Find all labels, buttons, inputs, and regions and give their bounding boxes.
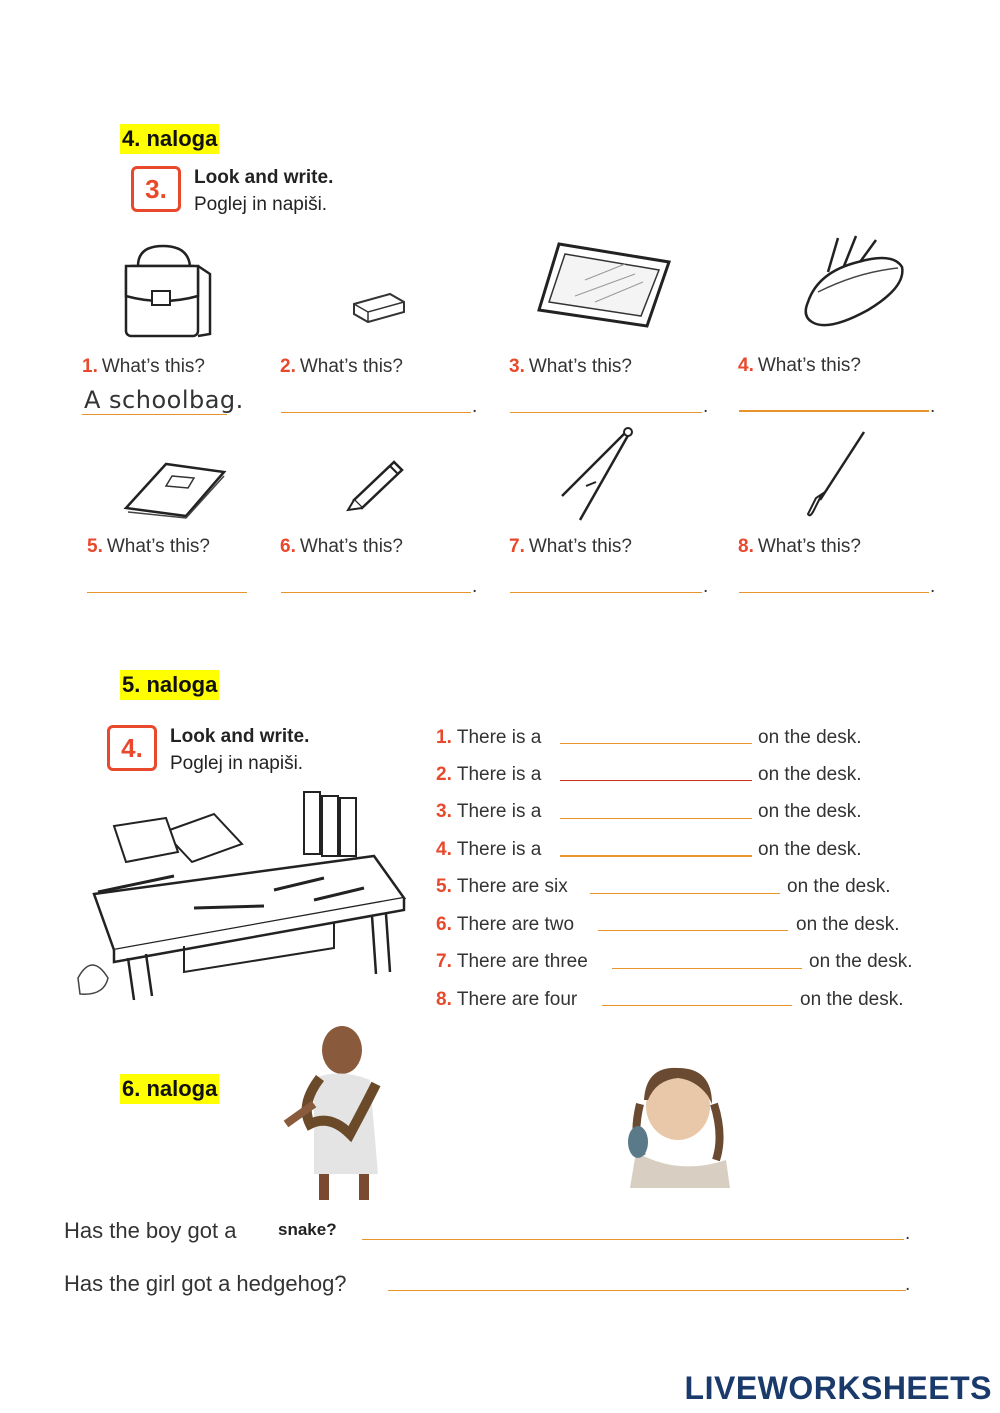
task4-number-box: 3. <box>131 166 181 212</box>
task6-question-1-word: snake? <box>278 1220 337 1239</box>
task5-sentence-6: 6. There are two <box>436 914 575 935</box>
task4-answer-line-8[interactable] <box>739 592 929 593</box>
task5-number-box: 4. <box>107 725 157 771</box>
task5-sentence-5-end: on the desk. <box>787 876 891 897</box>
task4-answer-line-1 <box>82 414 227 415</box>
task4-question-6: 6. What’s this? <box>280 536 403 557</box>
task4-question-1: 1. What’s this? <box>82 356 205 377</box>
task6-dot-1: . <box>905 1223 911 1244</box>
compass-icon <box>556 426 636 522</box>
task5-sentence-4-end: on the desk. <box>758 839 862 860</box>
task5-answer-line-3[interactable] <box>560 818 752 819</box>
task5-sentence-7-end: on the desk. <box>809 951 913 972</box>
paintbrush-icon <box>800 428 870 520</box>
desk-illustration <box>74 782 410 1004</box>
task4-instruction-en: Look and write. <box>194 167 334 188</box>
task5-instruction-sl: Poglej in napiši. <box>170 753 304 774</box>
task5-sentence-5: 5. There are six <box>436 876 568 897</box>
pencil-icon <box>346 456 406 512</box>
task5-sentence-1-end: on the desk. <box>758 727 862 748</box>
task5-sentence-7: 7. There are three <box>436 951 588 972</box>
task4-dot-2: . <box>472 396 478 417</box>
task4-dot-7: . <box>703 576 709 597</box>
task5-sentence-2: 2. There is a <box>436 764 542 785</box>
task4-question-2: 2. What’s this? <box>280 356 403 377</box>
task4-answer-line-3[interactable] <box>510 412 702 413</box>
task4-question-4: 4. What’s this? <box>738 355 861 376</box>
task4-question-8: 8. What’s this? <box>738 536 861 557</box>
task6-dot-2: . <box>905 1274 911 1295</box>
task5-answer-line-8[interactable] <box>602 1005 792 1006</box>
task4-answer-line-7[interactable] <box>510 592 702 593</box>
task6-question-1: Has the boy got a <box>64 1218 237 1243</box>
task5-answer-line-7[interactable] <box>612 968 802 969</box>
task5-answer-line-6[interactable] <box>598 930 788 931</box>
task5-instruction-en: Look and write. <box>170 726 310 747</box>
task5-answer-line-1[interactable] <box>560 743 752 744</box>
task5-answer-line-5[interactable] <box>590 893 780 894</box>
pencil-case-icon <box>798 232 910 332</box>
task4-instruction-sl: Poglej in napiši. <box>194 194 328 215</box>
task4-label: 4. naloga <box>120 124 219 154</box>
task4-answer-line-5[interactable] <box>87 592 247 593</box>
task6-label: 6. naloga <box>120 1074 219 1104</box>
task6-question-2: Has the girl got a hedgehog? <box>64 1271 347 1296</box>
task4-answer-1: A schoolbag. <box>84 386 244 414</box>
task5-answer-line-2[interactable] <box>560 780 752 781</box>
task4-answer-line-4[interactable] <box>739 410 929 412</box>
tablet-icon <box>535 240 675 330</box>
task5-sentence-8-end: on the desk. <box>800 989 904 1010</box>
task4-answer-line-2[interactable] <box>281 412 471 413</box>
eraser-icon <box>350 290 408 326</box>
task4-question-7: 7. What’s this? <box>509 536 632 557</box>
task6-answer-line-1[interactable] <box>362 1239 904 1240</box>
task4-dot-3: . <box>703 396 709 417</box>
task5-sentence-4: 4. There is a <box>436 839 542 860</box>
task4-question-3: 3. What’s this? <box>509 356 632 377</box>
task5-sentence-8: 8. There are four <box>436 989 578 1010</box>
task5-sentence-3-end: on the desk. <box>758 801 862 822</box>
task5-label: 5. naloga <box>120 670 219 700</box>
girl-with-bird-photo <box>606 1056 748 1188</box>
task5-sentence-2-end: on the desk. <box>758 764 862 785</box>
schoolbag-icon <box>118 236 213 341</box>
liveworksheets-logo[interactable]: LIVEWORKSHEETS <box>684 1370 992 1406</box>
task4-dot-6: . <box>472 576 478 597</box>
task5-sentence-3: 3. There is a <box>436 801 542 822</box>
task4-dot-4: . <box>930 396 936 417</box>
notebook-icon <box>122 458 227 518</box>
task5-sentence-1: 1. There is a <box>436 727 542 748</box>
task4-question-5: 5. What’s this? <box>87 536 210 557</box>
task4-dot-8: . <box>930 576 936 597</box>
task4-answer-line-6[interactable] <box>281 592 471 593</box>
boy-with-snake-photo <box>280 1024 390 1202</box>
task5-sentence-6-end: on the desk. <box>796 914 900 935</box>
task6-answer-line-2[interactable] <box>388 1290 906 1291</box>
task5-answer-line-4[interactable] <box>560 855 752 857</box>
